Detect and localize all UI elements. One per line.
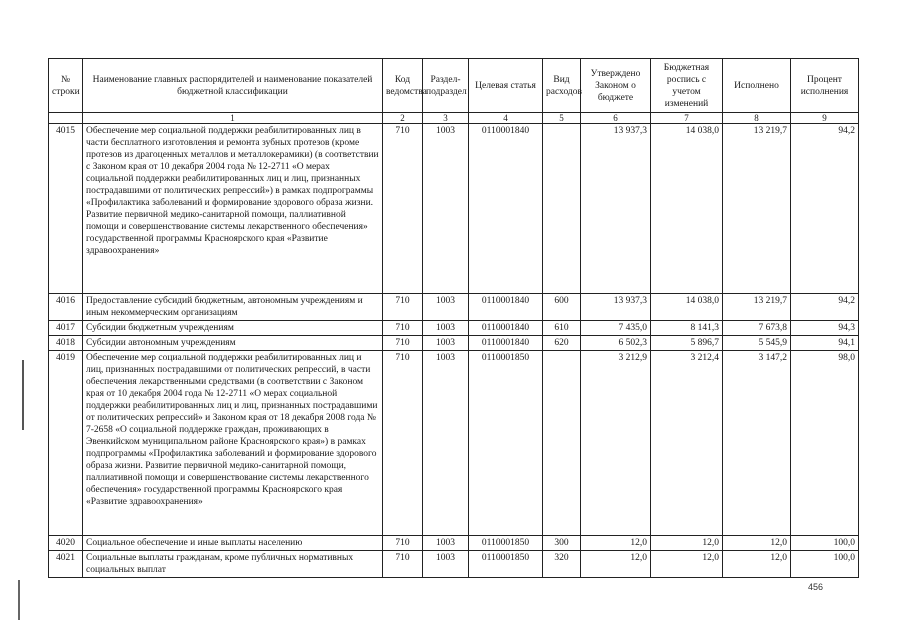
row-name: Обеспечение мер социальной поддержки реабилитированных лиц и лиц, признанных пострадавшими от политических репрессий, в части обеспечения лекарственными средствами (в соответствии с Законом края от 10 декабря 2004 года № 12-2711 «О мерах социальной поддержки реабилитированных лиц и лиц, признанных пострадавшими от политических репрессий» и Законом края от 18 декабря 2008 года № 7-2658 «О социальной поддержке граждан, проживающих в Эвенкийском муниципальном районе Красноярского края») в рамках подпрограммы «Профилактика заболеваний и формирование здорового образа жизни. Развитие первичной медико-санитарной помощи, паллиативной помощи и совершенствование системы лекарственного обеспечения» государственной программы Красноярского края «Развитие здравоохранения» [83, 351, 383, 536]
header-dept-code: Код ведомства [383, 59, 423, 113]
section-code: 1003 [423, 294, 469, 321]
dept-code: 710 [383, 336, 423, 351]
exp-type-code: 300 [543, 536, 581, 551]
approved-value: 12,0 [581, 536, 651, 551]
exp-type-code [543, 124, 581, 294]
approved-value: 3 212,9 [581, 351, 651, 536]
percent-value: 94,2 [791, 124, 859, 294]
row-number: 4021 [49, 551, 83, 578]
column-number: 7 [651, 113, 723, 124]
row-name: Социальное обеспечение и иные выплаты населению [83, 536, 383, 551]
row-name: Предоставление субсидий бюджетным, автономным учреждениям и иным некоммерческим организациям [83, 294, 383, 321]
header-executed: Исполнено [723, 59, 791, 113]
header-approved: Утверждено Законом о бюджете [581, 59, 651, 113]
table-row [49, 124, 859, 294]
budget-value: 8 141,3 [651, 321, 723, 336]
target-code: 0110001840 [469, 294, 543, 321]
budget-value: 5 896,7 [651, 336, 723, 351]
table-row [49, 536, 859, 551]
header-row-no: № строки [49, 59, 83, 113]
percent-value: 100,0 [791, 536, 859, 551]
executed-value: 12,0 [723, 551, 791, 578]
table-row [49, 351, 859, 536]
section-code: 1003 [423, 124, 469, 294]
header-row [49, 59, 859, 113]
percent-value: 100,0 [791, 551, 859, 578]
table-row [49, 294, 859, 321]
executed-value: 7 673,8 [723, 321, 791, 336]
column-number [49, 113, 83, 124]
executed-value: 13 219,7 [723, 124, 791, 294]
dept-code: 710 [383, 321, 423, 336]
column-number: 4 [469, 113, 543, 124]
target-code: 0110001840 [469, 124, 543, 294]
column-number: 5 [543, 113, 581, 124]
budget-table [48, 58, 859, 578]
row-number: 4015 [49, 124, 83, 294]
dept-code: 710 [383, 351, 423, 536]
executed-value: 13 219,7 [723, 294, 791, 321]
row-name: Обеспечение мер социальной поддержки реабилитированных лиц в части бесплатного изготовления и ремонта зубных протезов (кроме протезов из драгоценных металлов и металлокерамики) (в соответствии с Законом края от 10 декабря 2004 года № 12-2711 «О мерах социальной поддержки реабилитированных лиц и лиц, признанных пострадавшими от политических репрессий») в рамках подпрограммы «Профилактика заболеваний и формирование здорового образа жизни. Развитие первичной медико-санитарной помощи, паллиативной помощи и совершенствование системы лекарственного обеспечения» государственной программы Красноярского края «Развитие здравоохранения» [83, 124, 383, 294]
target-code: 0110001850 [469, 551, 543, 578]
dept-code: 710 [383, 124, 423, 294]
approved-value: 6 502,3 [581, 336, 651, 351]
dept-code: 710 [383, 551, 423, 578]
section-code: 1003 [423, 336, 469, 351]
row-name: Социальные выплаты гражданам, кроме публичных нормативных социальных выплат [83, 551, 383, 578]
table-row [49, 336, 859, 351]
section-code: 1003 [423, 351, 469, 536]
percent-value: 94,2 [791, 294, 859, 321]
exp-type-code [543, 351, 581, 536]
exp-type-code: 600 [543, 294, 581, 321]
target-code: 0110001850 [469, 536, 543, 551]
header-name: Наименование главных распорядителей и наименование показателей бюджетной классификации [83, 59, 383, 113]
column-number: 9 [791, 113, 859, 124]
column-number-row [49, 113, 859, 124]
column-number: 6 [581, 113, 651, 124]
header-exp-type: Вид расходов [543, 59, 581, 113]
row-number: 4017 [49, 321, 83, 336]
percent-value: 94,1 [791, 336, 859, 351]
percent-value: 98,0 [791, 351, 859, 536]
budget-value: 3 212,4 [651, 351, 723, 536]
budget-value: 14 038,0 [651, 124, 723, 294]
approved-value: 7 435,0 [581, 321, 651, 336]
column-number: 2 [383, 113, 423, 124]
row-name: Субсидии автономным учреждениям [83, 336, 383, 351]
executed-value: 12,0 [723, 536, 791, 551]
table-row [49, 321, 859, 336]
budget-value: 12,0 [651, 536, 723, 551]
dept-code: 710 [383, 536, 423, 551]
target-code: 0110001840 [469, 336, 543, 351]
row-name: Субсидии бюджетным учреждениям [83, 321, 383, 336]
page-number: 456 [808, 582, 824, 592]
budget-value: 12,0 [651, 551, 723, 578]
exp-type-code: 610 [543, 321, 581, 336]
header-section: Раздел-подраздел [423, 59, 469, 113]
column-number: 8 [723, 113, 791, 124]
executed-value: 5 545,9 [723, 336, 791, 351]
approved-value: 13 937,3 [581, 294, 651, 321]
row-number: 4018 [49, 336, 83, 351]
scan-edge-mark [22, 360, 24, 430]
scan-edge-mark [18, 580, 20, 620]
row-number: 4020 [49, 536, 83, 551]
target-code: 0110001850 [469, 351, 543, 536]
approved-value: 12,0 [581, 551, 651, 578]
exp-type-code: 320 [543, 551, 581, 578]
section-code: 1003 [423, 551, 469, 578]
budget-value: 14 038,0 [651, 294, 723, 321]
row-number: 4019 [49, 351, 83, 536]
column-number: 3 [423, 113, 469, 124]
document-page [48, 58, 858, 578]
exp-type-code: 620 [543, 336, 581, 351]
column-number: 1 [83, 113, 383, 124]
header-budget-list: Бюджетная роспись с учетом изменений [651, 59, 723, 113]
header-percent: Процент исполнения [791, 59, 859, 113]
section-code: 1003 [423, 536, 469, 551]
section-code: 1003 [423, 321, 469, 336]
executed-value: 3 147,2 [723, 351, 791, 536]
approved-value: 13 937,3 [581, 124, 651, 294]
percent-value: 94,3 [791, 321, 859, 336]
target-code: 0110001840 [469, 321, 543, 336]
header-target: Целевая статья [469, 59, 543, 113]
dept-code: 710 [383, 294, 423, 321]
row-number: 4016 [49, 294, 83, 321]
table-row [49, 551, 859, 578]
